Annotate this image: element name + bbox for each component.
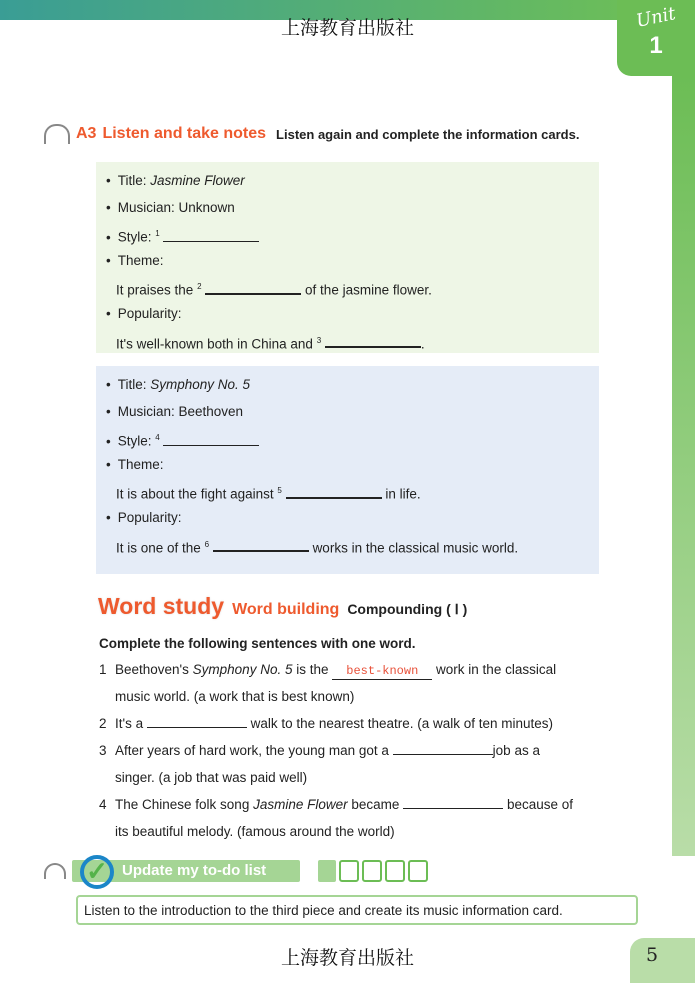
blank-5[interactable] [286,485,382,499]
blank-4[interactable] [163,432,259,446]
publisher-footer: 上海教育出版社 [280,947,414,969]
word-study-heading [98,593,467,620]
checkbox[interactable] [408,860,428,882]
checkbox[interactable] [339,860,359,882]
info-card-jasmine: • Title: Jasmine Flower • Musician: Unknown • Style: $^1$ • Theme: It praises the $^2$ of the jasmine flower. • Popularity: It's well-known both in China and $^3$ . [96,162,599,353]
section-instruction: Listen again and complete the information cards. [276,126,580,142]
answer-3[interactable] [393,754,493,755]
card-popularity: • Popularity: [106,505,599,532]
section-title: Listen and take notes [102,125,267,142]
checkmark-icon: ✓ [80,855,114,889]
unit-label: Unit [634,3,678,32]
card-musician: • Musician: Beethoven [106,399,599,426]
card-title: Jasmine Flower [150,173,245,188]
todo-label: ✓ Update my to-do list [72,860,300,882]
blank-3[interactable] [325,334,421,348]
question-4: 4 The Chinese folk song Jasmine Flower became because of [99,797,574,812]
a3-heading [44,124,579,144]
word-study-subtitle: Word building [232,601,340,618]
word-study-instruction: Complete the following sentences with one word. [99,636,416,651]
card-title: Symphony No. 5 [150,377,251,392]
section-code: A3 [76,125,97,142]
word-study-title: Word study [98,593,225,619]
unit-tab [617,0,695,76]
publisher-header: 上海教育出版社 [280,17,414,39]
headphones-icon[interactable] [44,124,70,144]
blank-1[interactable] [163,228,259,242]
checkbox[interactable] [385,860,405,882]
answer-1[interactable]: best-known [332,663,432,680]
checkbox[interactable] [362,860,382,882]
word-study-topic: Compounding ( Ⅰ ) [347,601,468,617]
question-1: 1 Beethoven's Symphony No. 5 is the best-known work in the classical [99,662,557,678]
question-4-cont: its beautiful melody. (famous around the world) [115,824,395,839]
progress-boxes [318,860,428,882]
card-musician: • Musician: Unknown [106,195,599,222]
answer-4[interactable] [403,808,503,809]
question-2: 2 It's a walk to the nearest theatre. (a walk of ten minutes) [99,716,554,731]
answer-2[interactable] [147,727,247,728]
blank-2[interactable] [205,281,301,295]
word-study-questions [99,632,619,845]
todo-header [44,856,428,886]
headphones-icon[interactable] [44,863,66,879]
card-popularity: • Popularity: [106,301,599,328]
question-1-cont: music world. (a work that is best known) [115,689,355,704]
todo-task: Listen to the introduction to the third piece and create its music information card. [76,895,638,925]
question-3-cont: singer. (a job that was paid well) [115,770,308,785]
question-3: 3 After years of hard work, the young man got a job as a [99,743,540,758]
info-card-symphony: • Title: Symphony No. 5 • Musician: Beethoven • Style: $^4$ • Theme: It is about the fight against $^5$ in life. • Popularity: It is one of the $^6$ works in the classical music world. [96,366,599,574]
card-theme: • Theme: [106,248,599,275]
side-strip [672,76,695,856]
page-number: 5 [630,938,695,983]
unit-number: 1 [649,32,663,59]
blank-6[interactable] [213,538,309,552]
card-theme: • Theme: [106,452,599,479]
